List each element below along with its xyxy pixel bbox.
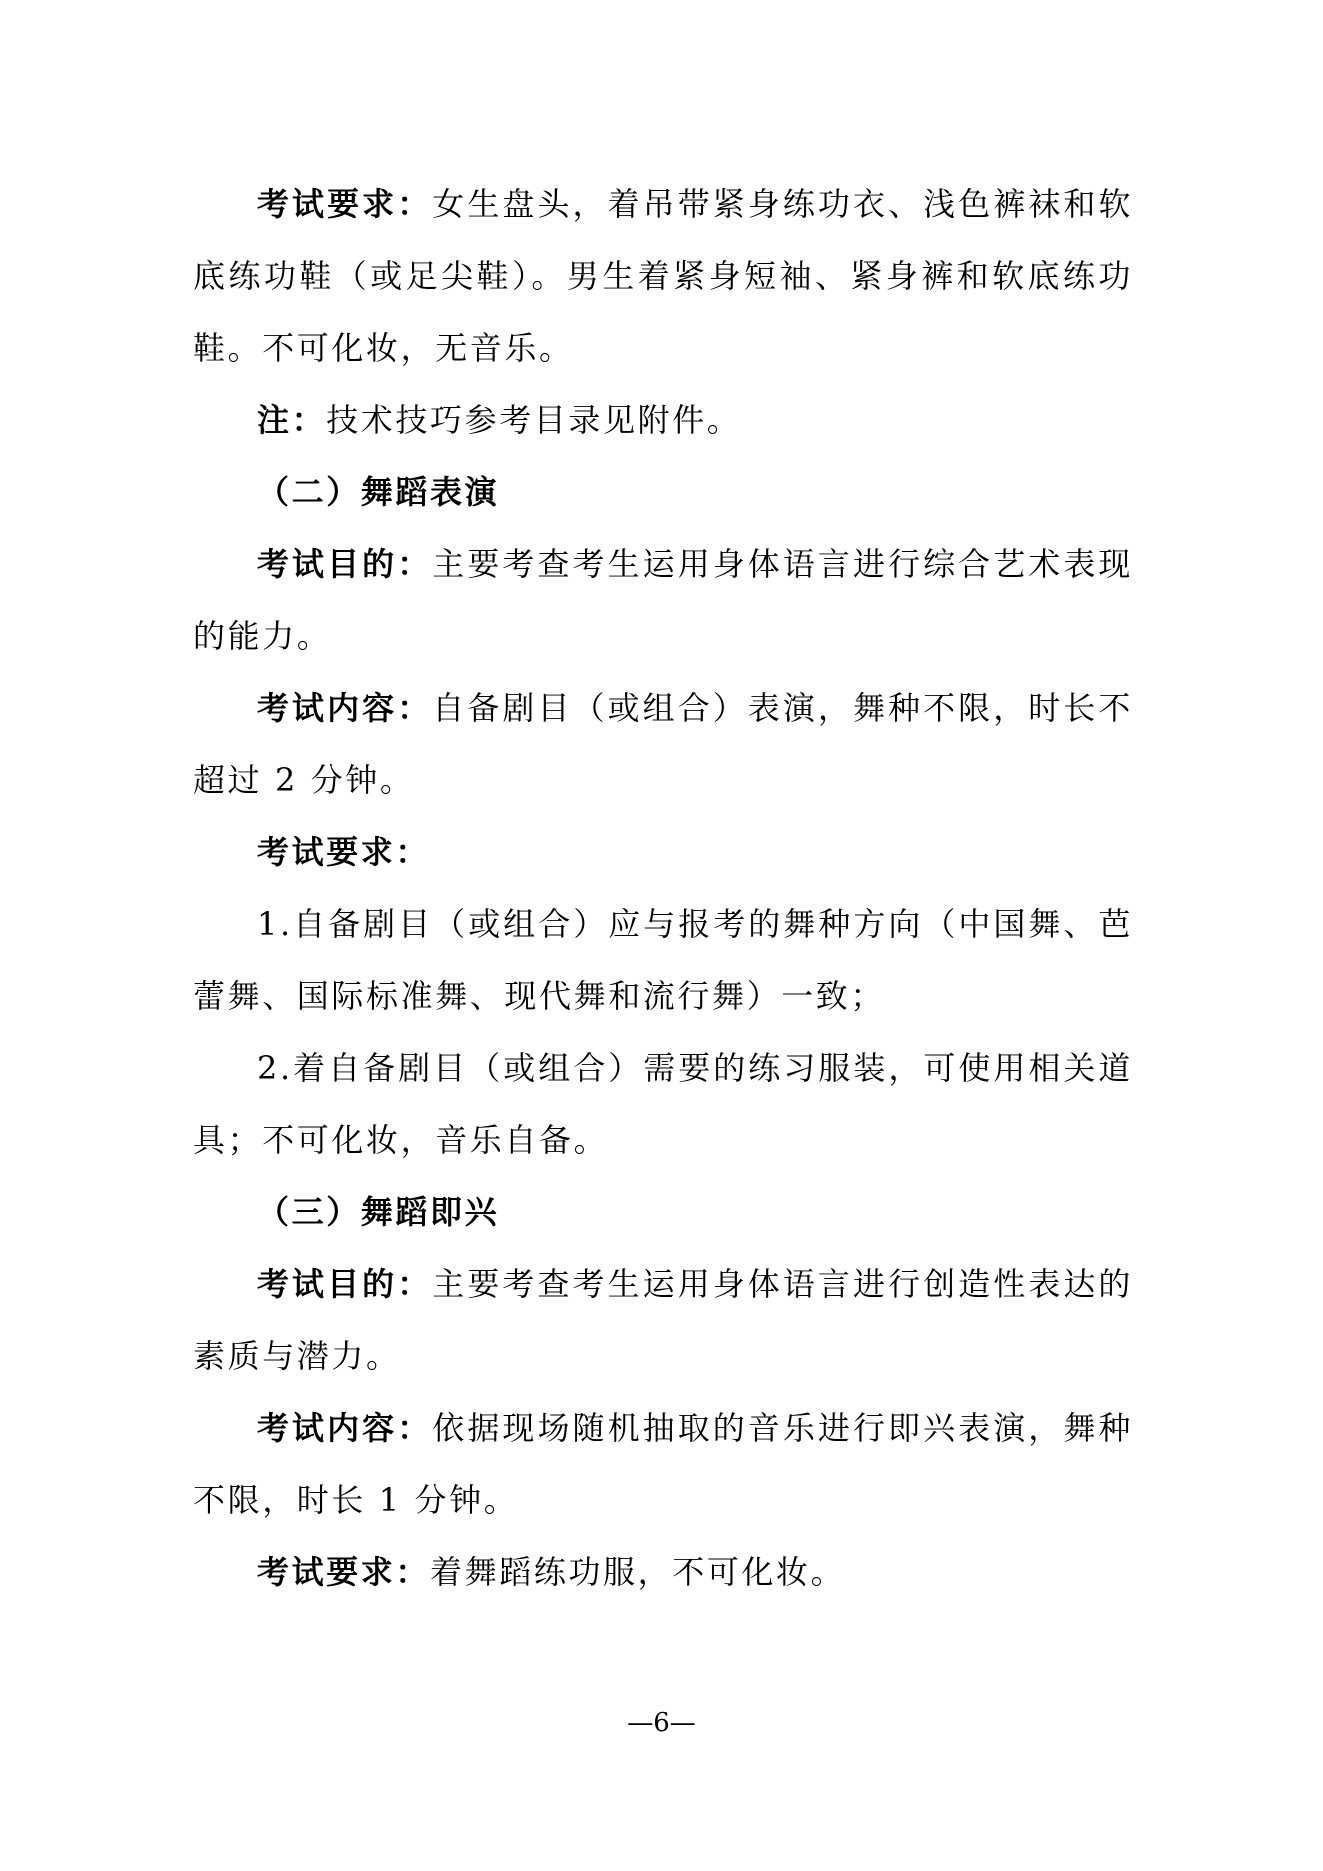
- list-item-requirement-2: 2.着自备剧目（或组合）需要的练习服装，可使用相关道具；不可化妆，音乐自备。: [193, 1049, 1133, 1159]
- paragraph-text: 着舞蹈练功服，不可化妆。: [430, 1553, 846, 1591]
- paragraph-exam-content-3: [193, 1392, 1133, 1536]
- paragraph-exam-content-2: [193, 672, 1133, 816]
- paragraph-label: 考试目的：: [257, 545, 433, 583]
- paragraph-label: 考试内容：: [257, 689, 433, 727]
- paragraph-label: 考试内容：: [257, 1409, 433, 1447]
- section-heading-dance-performance: （二）舞蹈表演: [257, 473, 500, 511]
- paragraph-exam-purpose-3: [193, 1248, 1133, 1392]
- paragraph-exam-requirements-1: [193, 168, 1133, 384]
- paragraph-exam-requirements-3: [193, 1536, 1133, 1608]
- paragraph-label: 考试要求：: [257, 185, 433, 223]
- list-item-requirement-1: 1.自备剧目（或组合）应与报考的舞种方向（中国舞、芭蕾舞、国际标准舞、现代舞和流行舞）一致；: [193, 905, 1133, 1015]
- paragraph-text: 自备剧目（或组合）表演，舞种不限，时长不超过 2 分钟。: [193, 689, 1133, 799]
- document-body: [193, 168, 1133, 1608]
- page-number: —6—: [627, 1708, 696, 1738]
- paragraph-exam-requirements-2: [193, 816, 1133, 888]
- paragraph-text: 技术技巧参考目录见附件。: [326, 401, 742, 439]
- paragraph-note: [193, 384, 1133, 456]
- paragraph-text: 依据现场随机抽取的音乐进行即兴表演，舞种不限，时长 1 分钟。: [193, 1409, 1133, 1519]
- paragraph-text: 女生盘头，着吊带紧身练功衣、浅色裤袜和软底练功鞋（或足尖鞋）。男生着紧身短袖、紧身裤和软底练功鞋。不可化妆，无音乐。: [193, 185, 1133, 367]
- paragraph-label: 考试目的：: [257, 1265, 433, 1303]
- paragraph-exam-purpose-2: [193, 528, 1133, 672]
- section-heading-dance-improvisation: （三）舞蹈即兴: [257, 1193, 500, 1231]
- paragraph-text: 主要考查考生运用身体语言进行创造性表达的素质与潜力。: [193, 1265, 1133, 1375]
- paragraph-label: 注：: [257, 401, 327, 439]
- paragraph-label: 考试要求：: [257, 1553, 431, 1591]
- paragraph-text: 主要考查考生运用身体语言进行综合艺术表现的能力。: [193, 545, 1133, 655]
- paragraph-label: 考试要求：: [257, 833, 431, 871]
